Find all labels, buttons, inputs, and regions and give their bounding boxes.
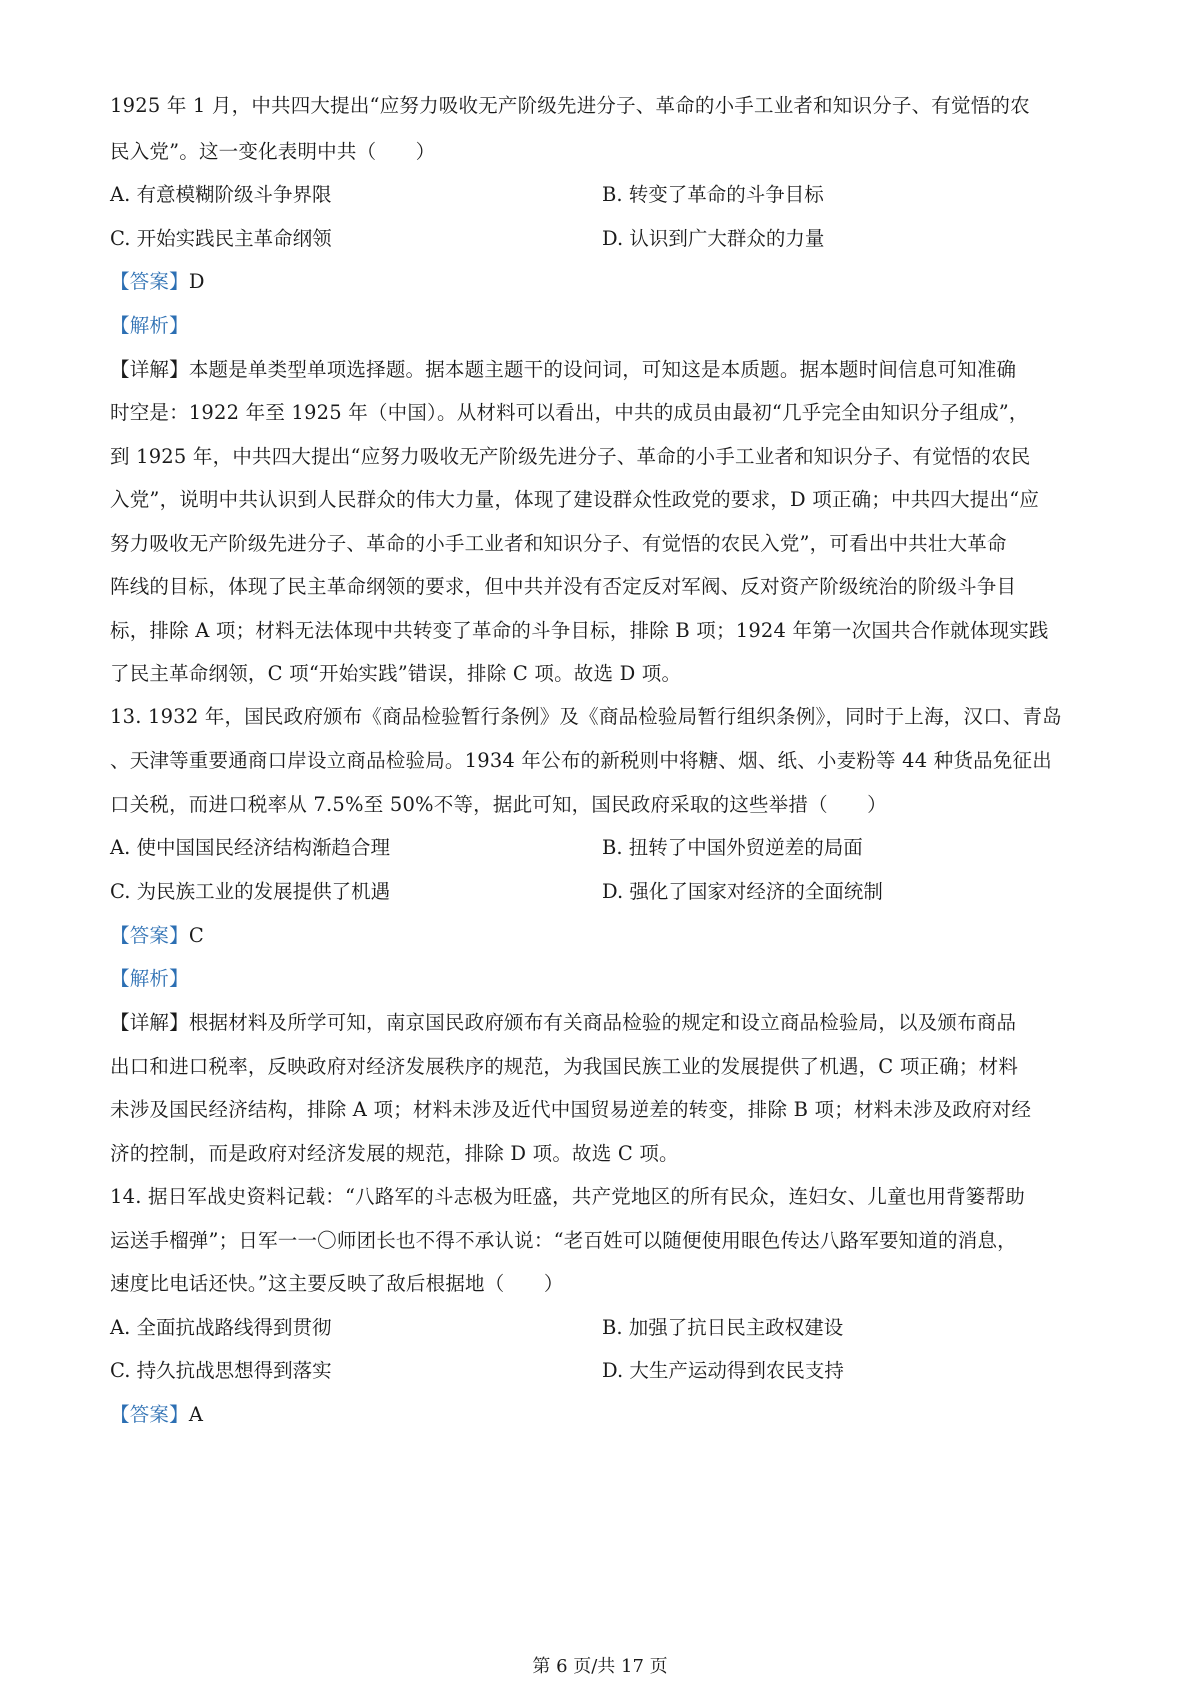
q13-answer bbox=[110, 922, 1100, 949]
detail-text: 本题是单类型单项选择题。据本题主题干的设问词，可知这是本质题。据本题时间信息可知准确 bbox=[188, 358, 1017, 381]
q12-stem-line-2: 民入党”。这一变化表明中共（ ） bbox=[110, 140, 436, 163]
q12-option-c: C. 开始实践民主革命纲领 bbox=[110, 227, 332, 250]
q12-detail-line-3: 到 1925 年，中共四大提出“应努力吸收无产阶级先进分子、革命的小手工业者和知识分子、有觉悟的农民 bbox=[110, 445, 1031, 468]
q12-detail-line-6: 阵线的目标，体现了民主革命纲领的要求，但中共并没有否定反对军阀、反对资产阶级统治的阶级斗争目 bbox=[110, 575, 1017, 598]
answer-value: A bbox=[188, 1403, 204, 1426]
answer-value: D bbox=[188, 270, 205, 293]
q14-answer bbox=[110, 1401, 1100, 1428]
q13-analysis-heading bbox=[110, 965, 1100, 992]
q14-option-d: D. 大生产运动得到农民支持 bbox=[602, 1359, 844, 1382]
q13-stem-line-3: 口关税，而进口税率从 7.5%至 50%不等，据此可知，国民政府采取的这些举措（ ） bbox=[110, 793, 887, 816]
q12-detail-line-8: 了民主革命纲领，C 项“开始实践”错误，排除 C 项。故选 D 项。 bbox=[110, 662, 682, 685]
q13-stem-line-2: 、天津等重要通商口岸设立商品检验局。1934 年公布的新税则中将糖、烟、纸、小麦粉等 44 种货品免征出 bbox=[110, 749, 1052, 772]
q12-detail-line-7: 标，排除 A 项；材料无法体现中共转变了革命的斗争目标，排除 B 项；1924 年第一次国共合作就体现实践 bbox=[110, 619, 1049, 642]
q13-option-b: B. 扭转了中国外贸逆差的局面 bbox=[602, 836, 863, 859]
q13-option-c: C. 为民族工业的发展提供了机遇 bbox=[110, 880, 391, 903]
answer-tag: 【答案】 bbox=[110, 270, 189, 293]
q12-analysis-heading bbox=[110, 312, 1100, 339]
answer-value: C bbox=[188, 924, 204, 947]
q13-option-d: D. 强化了国家对经济的全面统制 bbox=[602, 880, 883, 903]
q13-option-a: A. 使中国国民经济结构渐趋合理 bbox=[110, 836, 390, 859]
q14-option-a: A. 全面抗战路线得到贯彻 bbox=[110, 1316, 332, 1339]
q13-detail-line-3: 未涉及国民经济结构，排除 A 项；材料未涉及近代中国贸易逆差的转变，排除 B 项；材料未涉及政府对经 bbox=[110, 1098, 1032, 1121]
detail-tag: 【详解】 bbox=[110, 1011, 189, 1034]
page-number-footer: 第 6 页/共 17 页 bbox=[532, 1656, 668, 1677]
analysis-tag: 【解析】 bbox=[110, 314, 189, 337]
q12-detail-line-4: 入党”，说明中共认识到人民群众的伟大力量，体现了建设群众性政党的要求，D 项正确；中共四大提出“应 bbox=[110, 488, 1040, 511]
q12-option-a: A. 有意模糊阶级斗争界限 bbox=[110, 183, 332, 206]
q13-stem-line-1: 13. 1932 年，国民政府颁布《商品检验暂行条例》及《商品检验局暂行组织条例》，同时于上海，汉口、青岛 bbox=[110, 705, 1062, 728]
q12-detail-line-1 bbox=[110, 356, 1100, 383]
q14-option-c: C. 持久抗战思想得到落实 bbox=[110, 1359, 332, 1382]
analysis-tag: 【解析】 bbox=[110, 967, 189, 990]
answer-tag: 【答案】 bbox=[110, 924, 189, 947]
q12-detail-line-2: 时空是：1922 年至 1925 年（中国）。从材料可以看出，中共的成员由最初“几乎完全由知识分子组成”， bbox=[110, 401, 1029, 424]
q14-stem-line-3: 速度比电话还快。”这主要反映了敌后根据地（ ） bbox=[110, 1272, 564, 1295]
q12-answer bbox=[110, 268, 1100, 295]
q13-detail-line-2: 出口和进口税率，反映政府对经济发展秩序的规范，为我国民族工业的发展提供了机遇，C 项正确；材料 bbox=[110, 1055, 1019, 1078]
q12-option-d: D. 认识到广大群众的力量 bbox=[602, 227, 825, 250]
answer-tag: 【答案】 bbox=[110, 1403, 189, 1426]
q12-option-b: B. 转变了革命的斗争目标 bbox=[602, 183, 824, 206]
q14-option-b: B. 加强了抗日民主政权建设 bbox=[602, 1316, 844, 1339]
q12-stem-line-1: 1925 年 1 月，中共四大提出“应努力吸收无产阶级先进分子、革命的小手工业者和知识分子、有觉悟的农 bbox=[110, 94, 1030, 117]
detail-text: 根据材料及所学可知，南京国民政府颁布有关商品检验的规定和设立商品检验局，以及颁布商品 bbox=[188, 1011, 1017, 1034]
q13-detail-line-1 bbox=[110, 1009, 1100, 1036]
q14-stem-line-2: 运送手榴弹”；日军一一〇师团长也不得不承认说：“老百姓可以随便使用眼色传达八路军要知道的消息， bbox=[110, 1229, 1017, 1252]
q14-stem-line-1: 14. 据日军战史资料记载：“八路军的斗志极为旺盛，共产党地区的所有民众，连妇女、儿童也用背篓帮助 bbox=[110, 1185, 1025, 1208]
q12-detail-line-5: 努力吸收无产阶级先进分子、革命的小手工业者和知识分子、有觉悟的农民入党”，可看出中共壮大革命 bbox=[110, 532, 1007, 555]
detail-tag: 【详解】 bbox=[110, 358, 189, 381]
q13-detail-line-4: 济的控制，而是政府对经济发展的规范，排除 D 项。故选 C 项。 bbox=[110, 1142, 679, 1165]
